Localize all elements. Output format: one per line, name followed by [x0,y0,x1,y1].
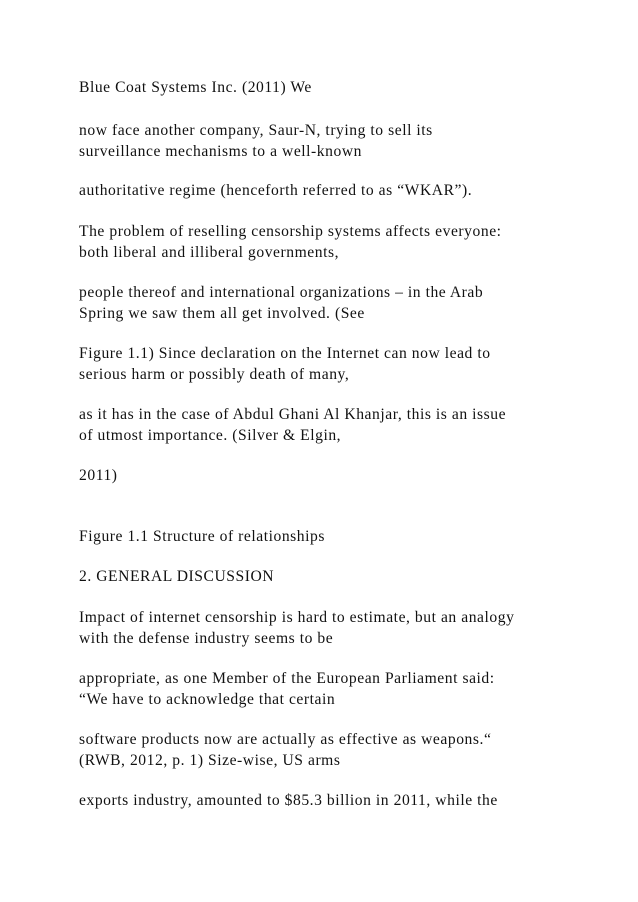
text-line: both liberal and illiberal governments, [79,244,340,261]
text-line: Impact of internet censorship is hard to estimate, but an analogy [79,609,515,626]
text-line: “We have to acknowledge that certain [79,691,336,708]
text-line: Spring we saw them all get involved. (See [79,305,365,322]
text-line: exports industry, amounted to $85.3 billion in 2011, while the [79,792,498,809]
text-line: people thereof and international organizations – in the Arab [79,284,484,301]
text-line: now face another company, Saur-N, trying to sell its [79,122,433,139]
text-line: software products now are actually as effective as weapons.“ [79,731,492,748]
section-heading: 2. GENERAL DISCUSSION [79,568,275,585]
text-line: Blue Coat Systems Inc. (2011) We [79,79,312,96]
text-line: with the defense industry seems to be [79,630,334,647]
text-line: 2011) [79,467,118,484]
text-line: serious harm or possibly death of many, [79,366,350,383]
text-line: of utmost importance. (Silver & Elgin, [79,427,342,444]
text-line: appropriate, as one Member of the European Parliament said: [79,670,495,687]
text-line: Figure 1.1) Since declaration on the Internet can now lead to [79,345,491,362]
text-line: as it has in the case of Abdul Ghani Al Khanjar, this is an issue [79,406,507,423]
figure-caption: Figure 1.1 Structure of relationships [79,528,325,545]
text-line: The problem of reselling censorship systems affects everyone: [79,223,502,240]
text-line: (RWB, 2012, p. 1) Size-wise, US arms [79,752,341,769]
text-line: surveillance mechanisms to a well-known [79,143,363,160]
text-line: authoritative regime (henceforth referred to as “WKAR”). [79,182,473,199]
